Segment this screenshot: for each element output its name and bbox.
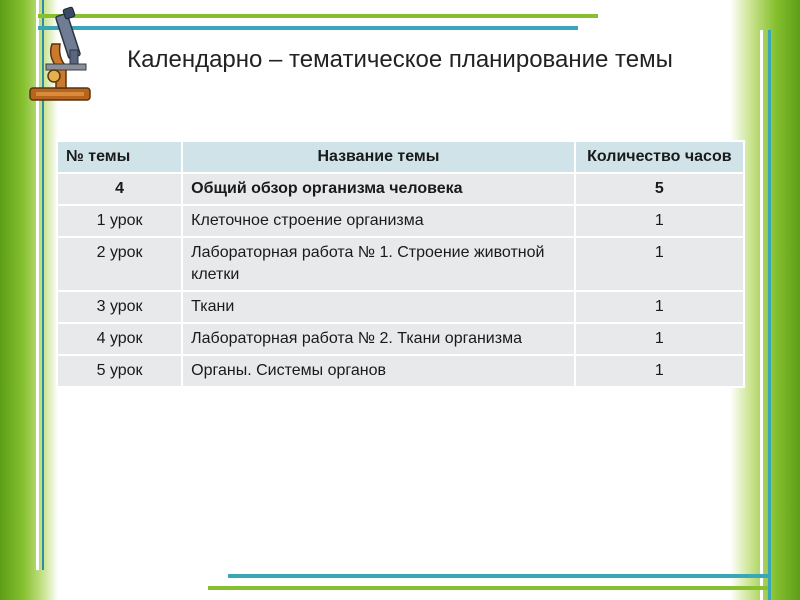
cell-name: Общий обзор организма человека: [182, 173, 575, 205]
cell-name: Лабораторная работа № 1. Строение животной клетки: [182, 237, 575, 291]
cell-hours: 5: [575, 173, 744, 205]
table-row: [57, 355, 744, 387]
cell-number: 4: [57, 173, 182, 205]
table-row: [57, 291, 744, 323]
cell-number: 3 урок: [57, 291, 182, 323]
cell-number: 2 урок: [57, 237, 182, 291]
header-topic-number: № темы: [57, 141, 182, 173]
cell-hours: 1: [575, 237, 744, 291]
cell-name: Органы. Системы органов: [182, 355, 575, 387]
header-topic-name: Название темы: [182, 141, 575, 173]
cell-name: Клеточное строение организма: [182, 205, 575, 237]
table-row: [57, 237, 744, 291]
cell-number: 1 урок: [57, 205, 182, 237]
plan-table: [56, 140, 745, 388]
header-hours: Количество часов: [575, 141, 744, 173]
table-row: [57, 205, 744, 237]
cell-hours: 1: [575, 323, 744, 355]
cell-hours: 1: [575, 291, 744, 323]
cell-number: 4 урок: [57, 323, 182, 355]
cell-hours: 1: [575, 355, 744, 387]
table-row: [57, 323, 744, 355]
microscope-icon: [26, 6, 98, 106]
cell-name: Ткани: [182, 291, 575, 323]
cell-name: Лабораторная работа № 2. Ткани организма: [182, 323, 575, 355]
cell-hours: 1: [575, 205, 744, 237]
page-title: Календарно – тематическое планирование темы: [127, 46, 673, 73]
table-row: [57, 173, 744, 205]
table-header-row: [57, 141, 744, 173]
cell-number: 5 урок: [57, 355, 182, 387]
